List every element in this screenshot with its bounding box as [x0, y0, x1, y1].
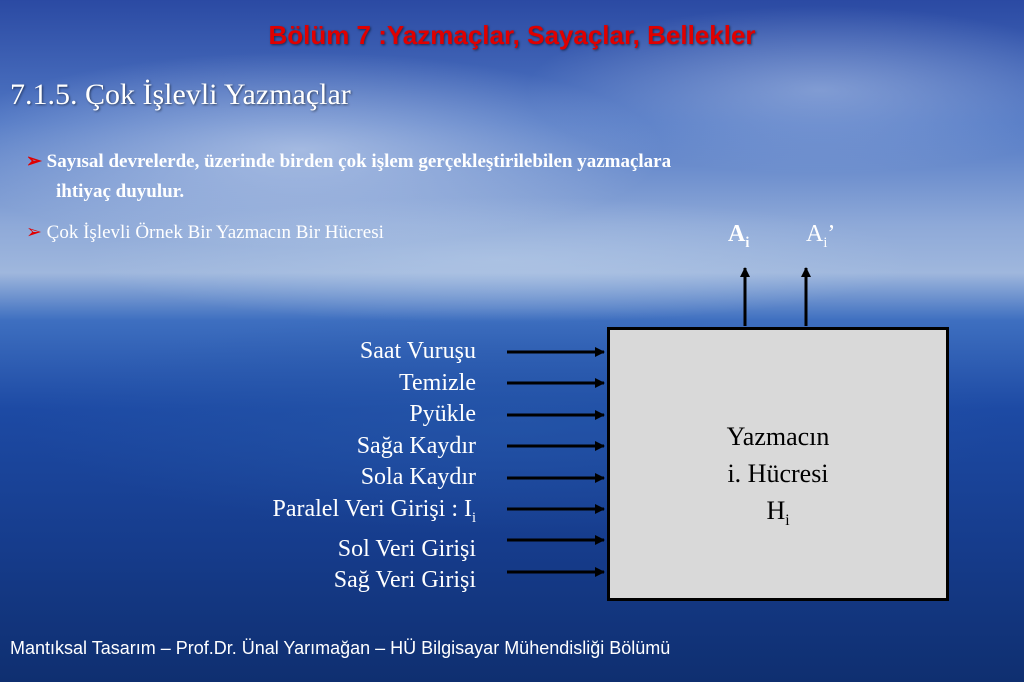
- section-heading: 7.1.5. Çok İşlevli Yazmaçlar: [10, 78, 351, 111]
- input-label-parallel-text: Paralel Veri Girişi : I: [272, 495, 472, 522]
- input-label-right-serial: Sağ Veri Girişi: [333, 567, 476, 594]
- box-line-2: i. Hücresi: [727, 459, 829, 488]
- input-label-shift-right: Sağa Kaydır: [356, 432, 476, 459]
- bullet-1-text: Sayısal devrelerde, üzerinde birden çok işlem gerçekleştirilebilen yazmaçlara: [46, 151, 672, 172]
- footer: Mantıksal Tasarım – Prof.Dr. Ünal Yarımağan – HÜ Bilgisayar Mühendisliği Bölümü: [10, 638, 671, 658]
- bullet-arrow-icon: ➢: [26, 151, 42, 172]
- output-2-text: A: [806, 221, 824, 247]
- output-1-text: A: [728, 221, 746, 247]
- input-label-parallel-sub: i: [472, 509, 476, 526]
- input-label-shift-left: Sola Kaydır: [360, 464, 476, 490]
- input-label-left-serial: Sol Veri Girişi: [337, 535, 476, 562]
- bullet-1-continuation: ihtiyaç duyulur.: [56, 181, 185, 202]
- slide-title: Bölüm 7 :Yazmaçlar, Sayaçlar, Bellekler: [268, 20, 756, 50]
- output-1-sub: i: [745, 234, 750, 251]
- box-line-3-text: H: [766, 496, 786, 525]
- output-2-sub: i: [823, 234, 828, 251]
- bullet-arrow-icon: ➢: [26, 222, 42, 243]
- input-label-load: Pyükle: [409, 401, 476, 427]
- box-line-1: Yazmacın: [726, 422, 830, 451]
- input-label-clock: Saat Vuruşu: [359, 338, 476, 364]
- input-label-clear: Temizle: [399, 369, 476, 396]
- output-2-suffix: ’: [827, 221, 836, 247]
- bullet-2-text: Çok İşlevli Örnek Bir Yazmacın Bir Hücresi: [46, 222, 384, 243]
- box-line-3-sub: i: [785, 512, 790, 530]
